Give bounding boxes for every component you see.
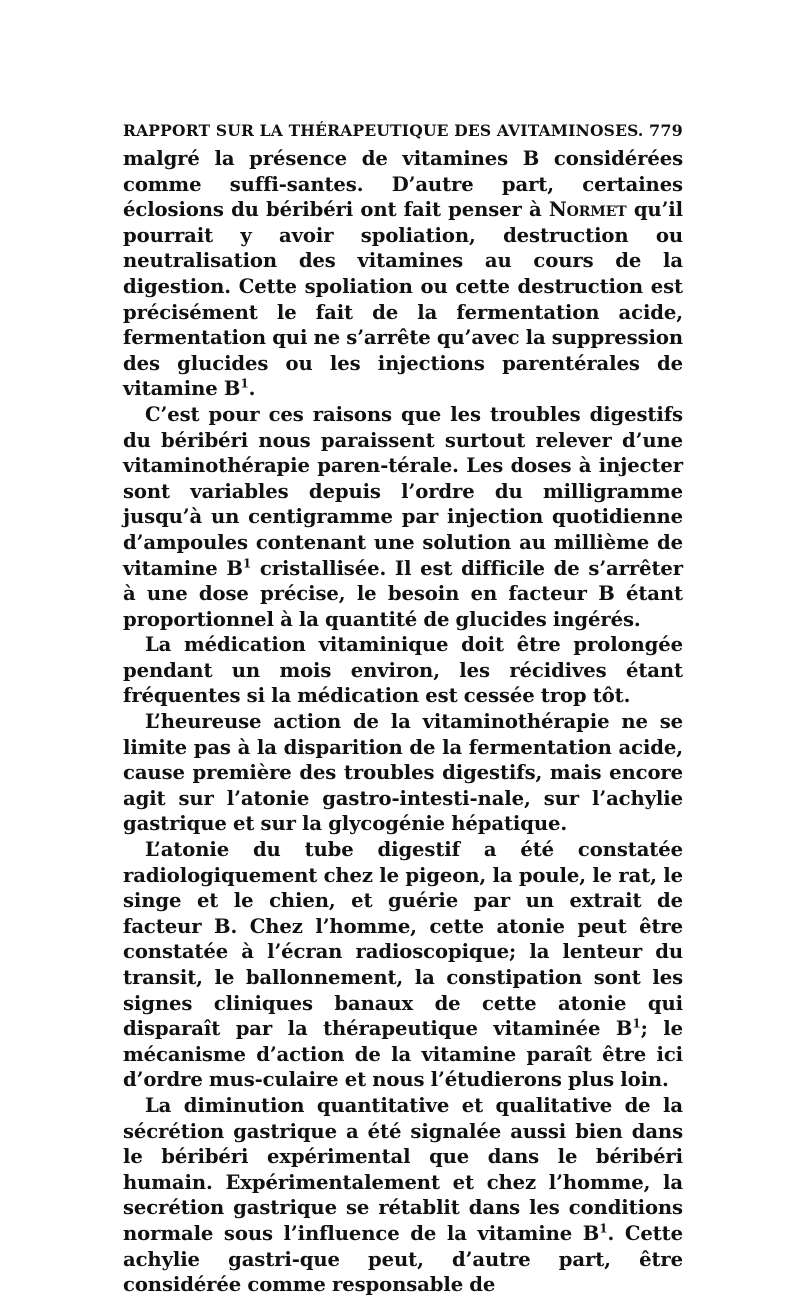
superscript: 1 bbox=[599, 1221, 608, 1236]
page-number: 779 bbox=[649, 121, 683, 140]
text-run: L’heureuse action de la vitaminothérapie ne se limite pas à la disparition de la fermentation acide, cause première des troubles digestifs, mais encore agit sur l’atonie gastro-intesti-nale, sur l’achylie gastrique et sur la glycogénie hépatique. bbox=[123, 710, 683, 836]
superscript: 1 bbox=[242, 555, 252, 570]
paragraph bbox=[123, 146, 683, 402]
paragraph bbox=[123, 837, 683, 1093]
text-run: ; le mécanisme d’action de la vitamine paraît être ici d’ordre mus-culaire et nous l’étudierons plus loin. bbox=[123, 1017, 683, 1092]
text-run: cristallisée. Il est difficile de s’arrêter à une dose précise, le besoin en facteur B étant proportionnel à la quantité de glucides ingérés. bbox=[123, 556, 683, 631]
text-run: qu’il pourrait y avoir spoliation, destruction ou neutralisation des vitamines au cours de la digestion. Cette spoliation ou cette destruction est précisément le fait de la fermentation acide, fermentation qui ne s’arrête qu’avec la suppression des glucides ou les injections parentérales de vitamine B bbox=[123, 198, 683, 401]
running-head bbox=[123, 116, 683, 146]
text-run: C’est pour ces raisons que les troubles digestifs du béribéri nous paraissent surtout relever d’une vitaminothérapie paren-térale. Les doses à injecter sont variables depuis l’ordre du milligramme jusqu’à un centigramme par injection quotidienne d’ampoules contenant une solution au millième de vitamine B bbox=[123, 402, 683, 580]
paragraph bbox=[123, 709, 683, 837]
paragraph bbox=[123, 402, 683, 632]
text-run: L’atonie du tube digestif a été constatée radiologiquement chez le pigeon, la poule, le rat, le singe et le chien, et guérie par un extrait de facteur B. Chez l’homme, cette atonie peut être constatée à l’écran radioscopique; la lenteur du transit, le ballonnement, la constipation sont les signes cliniques banaux de cette atonie qui disparaît par la thérapeutique vitaminée B bbox=[123, 838, 683, 1041]
running-title: RAPPORT SUR LA THÉRAPEUTIQUE DES AVITAMINOSES. bbox=[123, 121, 644, 140]
text-run: La diminution quantitative et qualitative de la sécrétion gastrique a été signalée aussi bien dans le béribéri expérimental que dans le béribéri humain. Expérimentalement et chez l’homme, la secrétion gastrique se rétablit dans les conditions normale sous l’influence de la vitamine B bbox=[123, 1093, 683, 1245]
text-run: . Cette achylie gastri-que peut, d’autre part, être considérée comme responsable de bbox=[123, 1221, 683, 1297]
text-run: malgré la présence de vitamines B considérées comme suffi-santes. D’autre part, certaines éclosions du béribéri ont fait penser à bbox=[123, 147, 683, 222]
paragraph bbox=[123, 1093, 683, 1298]
text-run: . bbox=[248, 377, 256, 401]
text-run: La médication vitaminique doit être prolongée pendant un mois environ, les récidives étant fréquentes si la médication est cessée trop tôt. bbox=[123, 633, 683, 708]
superscript: 1 bbox=[632, 1016, 641, 1031]
superscript: 1 bbox=[240, 376, 249, 391]
body-text bbox=[123, 146, 683, 1298]
author-name: Normet bbox=[548, 198, 627, 222]
paragraph bbox=[123, 632, 683, 709]
book-page bbox=[123, 116, 683, 1298]
